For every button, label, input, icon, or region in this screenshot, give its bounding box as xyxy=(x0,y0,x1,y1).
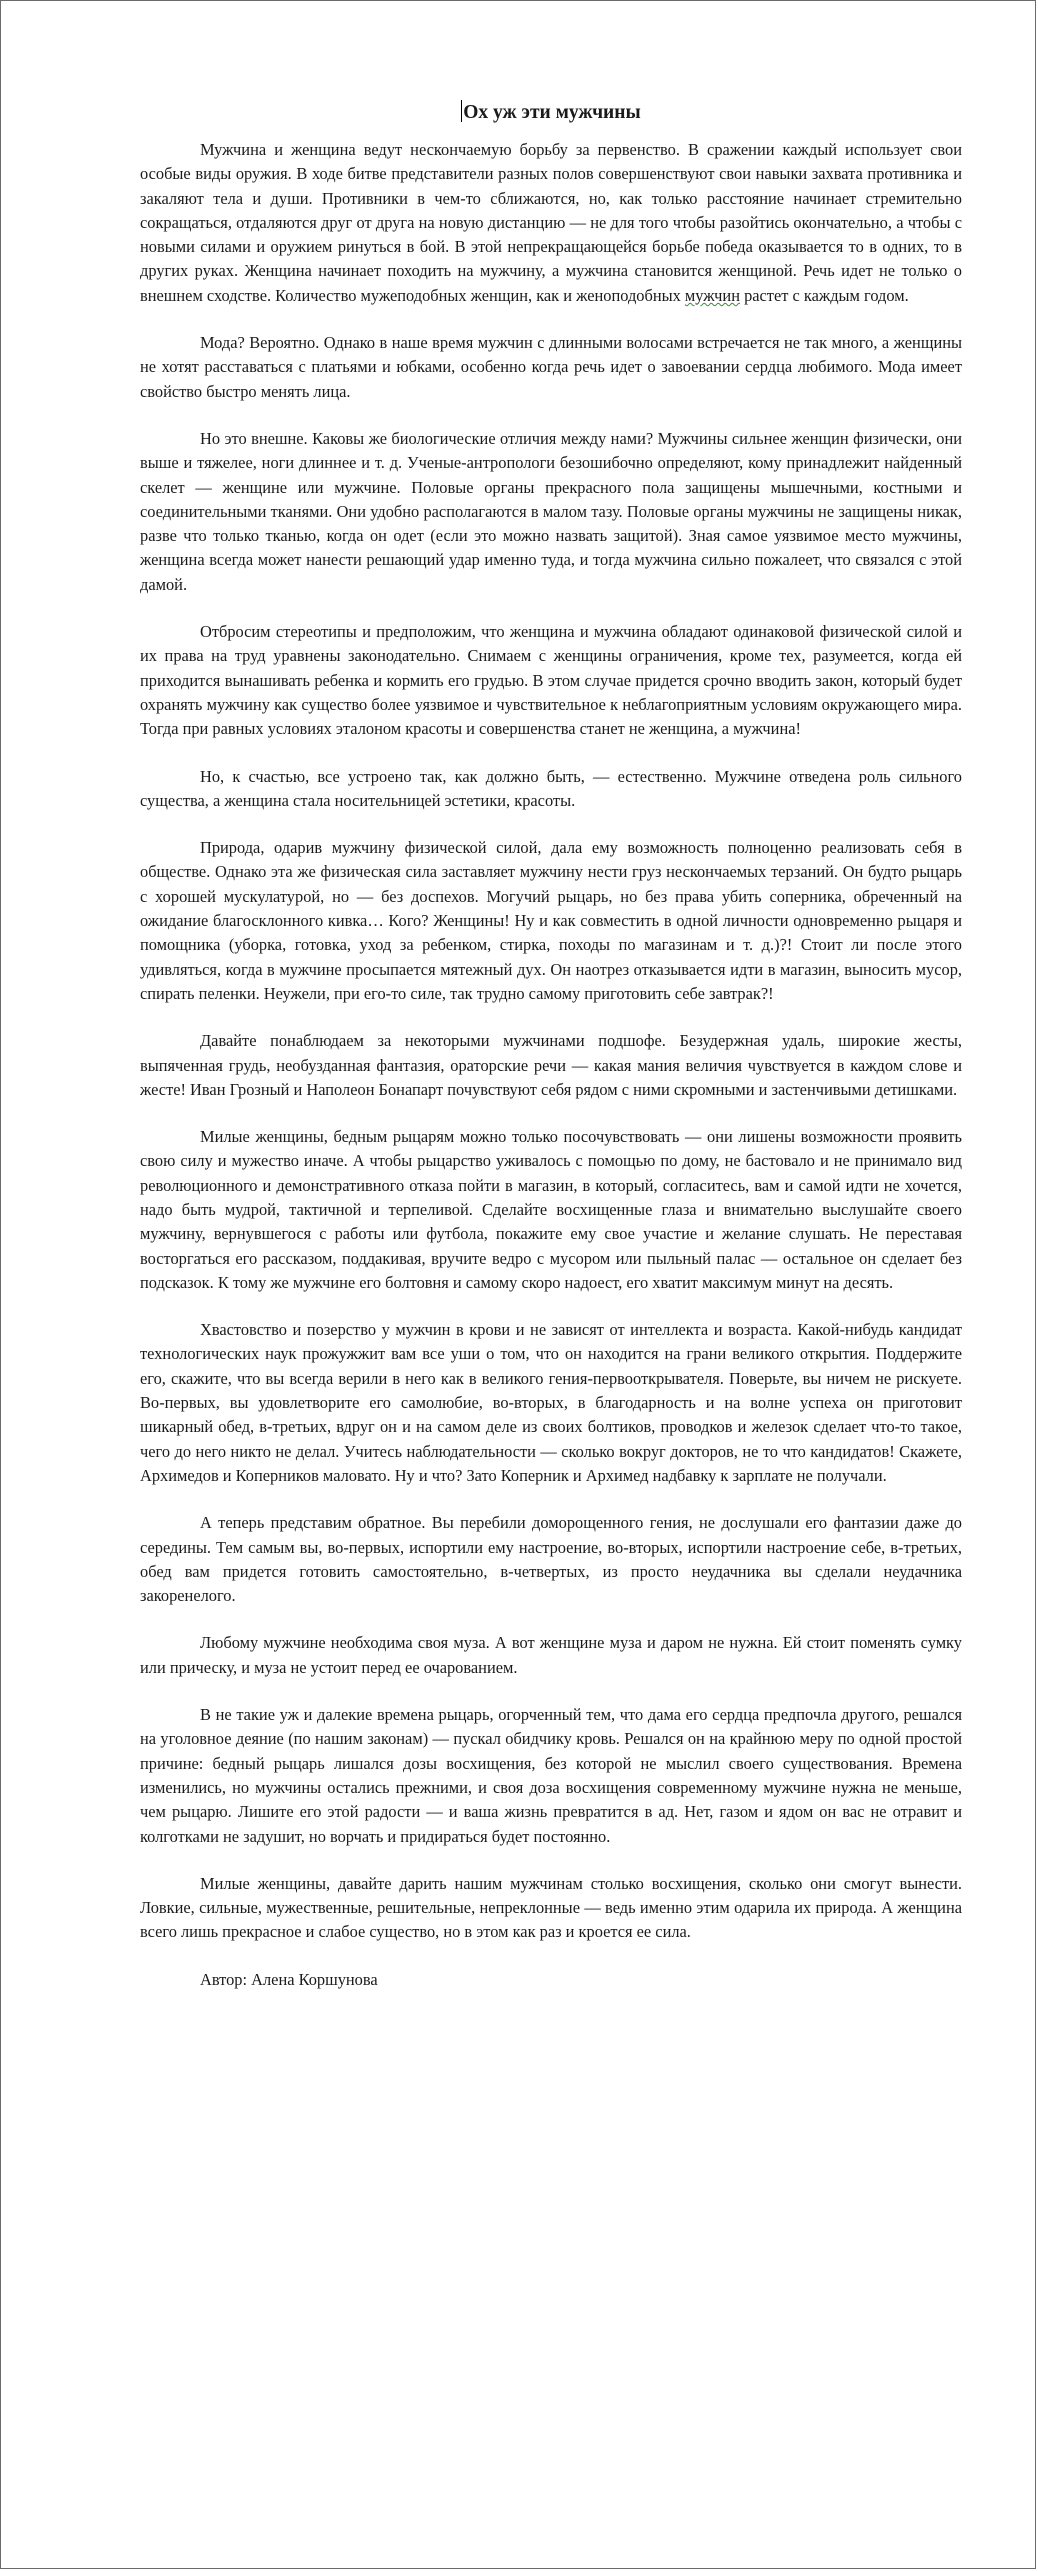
paragraph-10: А теперь представим обратное. Вы перебили доморощенного гения, не дослушали его фантазии даже до середины. Тем самым вы, во-первых, испортили ему настроение, во-вторых, испортили настроение себе, в-третьих, обед вам придется готовить самостоятельно, в-четвертых, из просто неудачника вы сделали неудачника закоренелого. xyxy=(140,1513,962,1606)
paragraph-12: В не такие уж и далекие времена рыцарь, огорченный тем, что дама его сердца предпочла другого, решался на уголовное деяние (по нашим законам) — пускал обидчику кровь. Решался он на крайнюю меру по одной простой причине: бедный рыцарь лишался дозы восхищения, без которой не мыслил своего существования. Времена изменились, но мужчины остались прежними, и своя доза восхищения современному мужчине нужна не меньше, чем рыцарю. Лишите его этой радости — и ваша жизнь превратится в ад. Нет, газом и ядом он вас не отравит и колготками не задушит, но ворчать и придираться будет постоянно. xyxy=(140,1705,962,1846)
paragraph-5: Но, к счастью, все устроено так, как должно быть, — естественно. Мужчине отведена роль сильного существа, а женщина стала носительницей эстетики, красоты. xyxy=(140,766,962,810)
paragraph-6: Природа, одарив мужчину физической силой, дала ему возможность полноценно реализовать себя в обществе. Однако эта же физическая сила заставляет мужчину нести груз нескончаемых терзаний. Он будто рыцарь с хорошей мускулатурой, но — без доспехов. Могучий рыцарь, но без права убить соперника, обреченный на ожидание благосклонного кивка… Кого? Женщины! Ну и как совместить в одной личности одновременно рыцаря и помощника (уборка, готовка, уход за ребенком, стирка, походы по магазинам и т. д.)?! Стоит ли после этого удивляться, когда в мужчине просыпается мятежный дух. Он наотрез отказывается идти в магазин, выносить мусор, спирать пеленки. Неужели, при его-то силе, так трудно самому приготовить себе завтрак?! xyxy=(140,838,962,1003)
paragraph-2: Мода? Вероятно. Однако в наше время мужчин с длинными волосами встречается не так много, а женщины не хотят расставаться с платьями и юбками, особенно когда речь идет о завоевании сердца любимого. Мода имеет свойство быстро менять лица. xyxy=(140,333,962,401)
paragraph-7: Давайте понаблюдаем за некоторыми мужчинами подшофе. Безудержная удаль, широкие жесты, выпяченная грудь, необузданная фантазия, ораторские речи — какая мания величия чувствуется в каждом слове и жесте! Иван Грозный и Наполеон Бонапарт почувствуют себя рядом с ними скромными и застенчивыми детишками. xyxy=(140,1031,962,1099)
paragraph-13: Милые женщины, давайте дарить нашим мужчинам столько восхищения, сколько они смогут вынести. Ловкие, сильные, мужественные, решительные, непреклонные — ведь именно этим одарила их природа. А женщина всего лишь прекрасное и слабое существо, но в этом как раз и кроется ее сила. xyxy=(140,1873,962,1942)
title-text: Ох уж эти мужчины xyxy=(463,102,641,123)
document-title[interactable] xyxy=(140,96,962,130)
document-body[interactable] xyxy=(140,96,962,1992)
paragraph-3: Но это внешне. Каковы же биологические отличия между нами? Мужчины сильнее женщин физически, они выше и тяжелее, ноги длиннее и т. д. Ученые-антропологи безошибочно определяют, кому принадлежит найденный скелет — женщине или мужчине. Половые органы прекрасного пола защищены мышечными, костными и соединительными тканями. Они удобно располагаются в малом тазу. Половые органы мужчины не защищены никак, разве что только тканью, когда он одет (если это можно назвать защитой). Зная самое уязвимое место мужчины, женщина всегда может нанести решающий удар именно туда, и тогда мужчина сильно пожалеет, что связался с этой дамой. xyxy=(140,428,962,594)
paragraph-text-tail: растет с каждым годом. xyxy=(739,285,909,305)
paragraph-text: Мужчина и женщина ведут нескончаемую борьбу за первенство. В сражении каждый использует свои особые виды оружия. В ходе битве представители разных полов совершенствуют свои навыки захвата противника и закаляют тела и души. Противники в чем-то сближаются, но, как только расстояние начинает стремительно сокращаться, отдаляются друг от друга на новую дистанцию — не для того чтобы разойтись окончательно, а чтобы с новыми силами и оружием ринуться в бой. В этой непрекращающейся борьбе победа оказывается то в одних, то в других руках. Женщина начинает походить на мужчину, а мужчина становится женщиной. Речь идет не только о внешнем сходстве. Количество мужеподобных женщин, как и женоподобных xyxy=(140,140,962,305)
paragraph-9: Хвастовство и позерство у мужчин в крови и не зависят от интеллекта и возраста. Какой-нибудь кандидат технологических наук прожужжит вам все уши о том, что он находится на грани великого открытия. Поддержите его, скажите, что вы всегда верили в него как в великого гения-первооткрывателя. Поверьте, вы ничем не рискуете. Во-первых, вы удовлетворите его самолюбие, во-вторых, в благодарность и на волне успеха он приготовит шикарный обед, в-третьих, вдруг он и на самом деле из своих болтиков, проводков и железок сделает что-то такое, чего до него никто не делал. Учитесь наблюдательности — сколько вокруг докторов, не то что кандидатов! Скажете, Архимедов и Коперников маловато. Ну и что? Зато Коперник и Архимед надбавку к зарплате не получали. xyxy=(140,1320,962,1485)
paragraph-8: Милые женщины, бедным рыцарям можно только посочувствовать — они лишены возможности проявить свою силу и мужество иначе. А чтобы рыцарство уживалось с помощью по дому, не бастовало и не принимало вид революционного и демонстративного отказа пойти в магазин, в который, согласитесь, вам и самой идти не хочется, надо быть мудрой, тактичной и терпеливой. Сделайте восхищенные глаза и внимательно выслушайте своего мужчину, вернувшегося с работы или футбола, покажите ему свое участие и желание слушать. Не переставая восторгаться его рассказом, поддакивая, вручите ведро с мусором или пыльный палас — остальное он сделает без подсказок. К тому же мужчине его болтовня и самому скоро надоест, его хватит максимум минут на десять. xyxy=(140,1127,962,1292)
paragraph-1 xyxy=(140,138,962,308)
paragraph-11: Любому мужчине необходима своя муза. А вот женщине муза и даром не нужна. Ей стоит поменять сумку или прическу, и муза не устоит перед ее очарованием. xyxy=(140,1633,962,1677)
spellcheck-underlined-word[interactable]: мужчин xyxy=(684,285,740,305)
paragraph-4: Отбросим стереотипы и предположим, что женщина и мужчина обладают одинаковой физической силой и их права на труд уравнены законодательно. Снимаем с женщины ограничения, кроме тех, разумеется, когда ей приходится вынашивать ребенка и кормить его грудью. В этом случае придется срочно вводить закон, который будет охранять мужчину как существо более уязвимое и чувствительное к неблагоприятным условиям окружающего мира. Тогда при равных условиях эталоном красоты и совершенства станет не женщина, а мужчина! xyxy=(140,622,962,739)
author-line: Автор: Алена Коршунова xyxy=(200,1969,378,1989)
